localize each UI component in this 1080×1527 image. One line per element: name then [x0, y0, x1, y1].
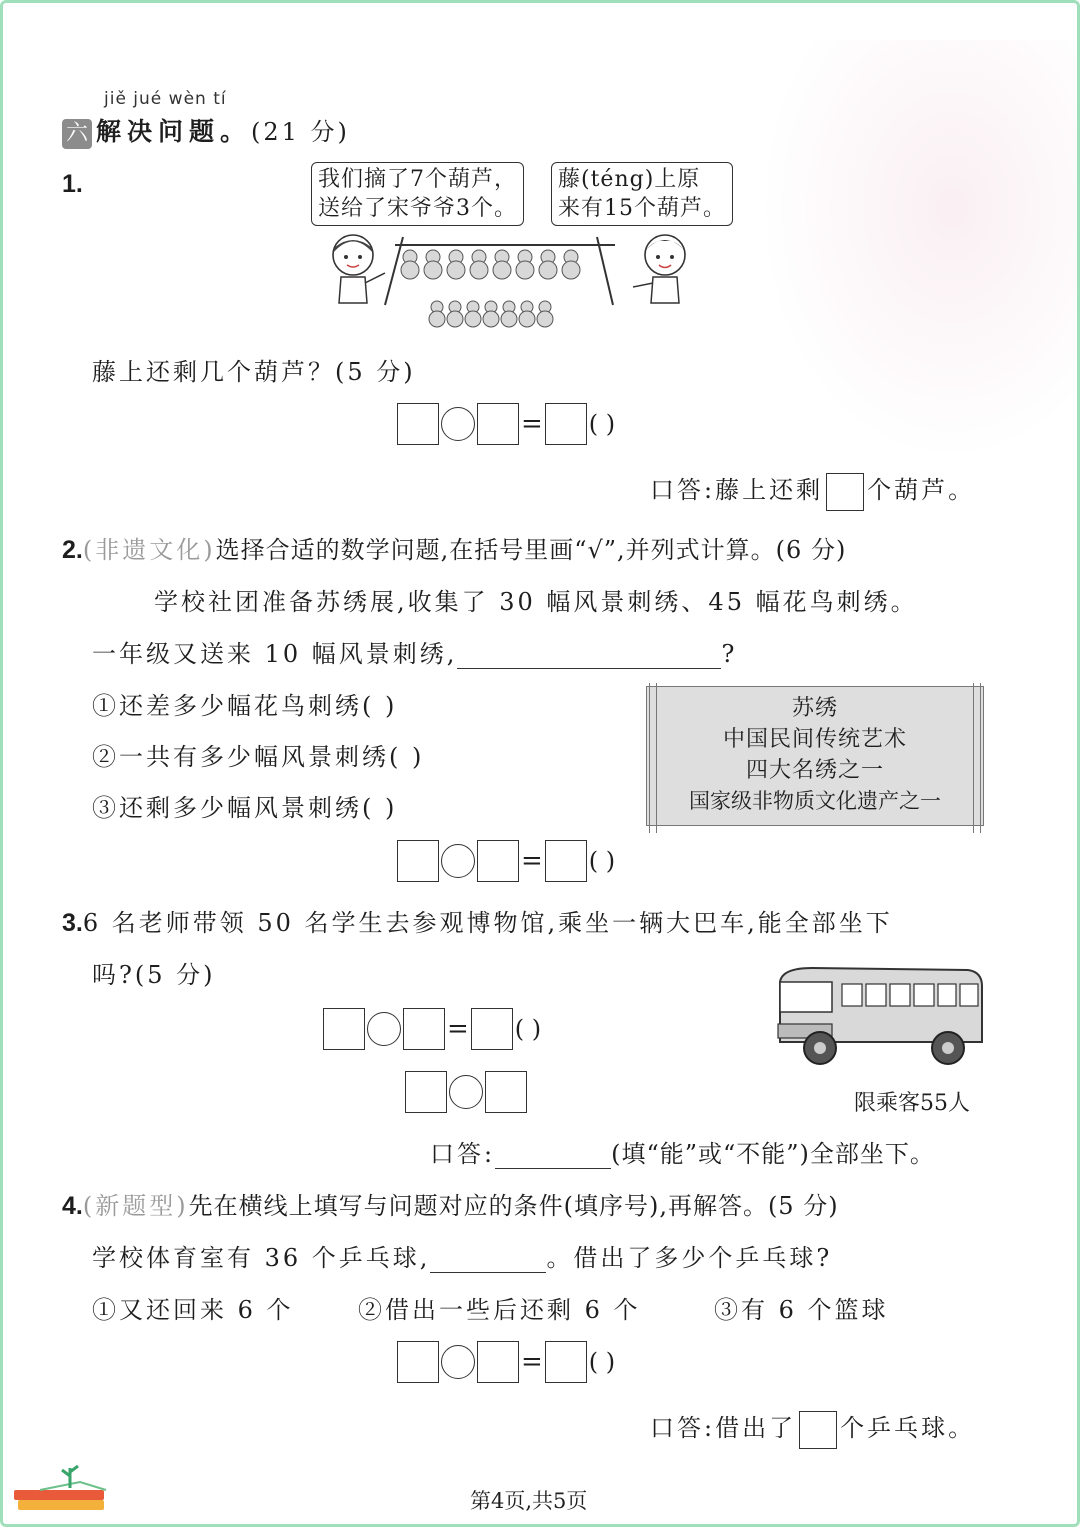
q3-line2: 吗?(5 分) — [92, 961, 216, 989]
q1-question: 藤上还剩几个葫芦？(5 分) — [92, 358, 416, 386]
q4-condition-blank[interactable] — [430, 1244, 546, 1273]
section-badge: 六 — [62, 119, 92, 149]
q1-answer-box[interactable] — [826, 473, 864, 511]
q2-eq-result[interactable] — [545, 840, 587, 882]
q1-bubble-boy-line2: 来有15个葫芦。 — [558, 196, 726, 221]
q1-bubble-girl-line2: 送给了宋爷爷3个。 — [318, 196, 517, 221]
equals-sign: = — [521, 409, 543, 439]
section-title: 解决问题。 — [96, 117, 252, 146]
q3-answer-suffix: (填“能”或“不能”)全部坐下。 — [611, 1140, 935, 1168]
bus-illustration — [772, 962, 988, 1074]
q3-answer-prefix: 口答: — [430, 1140, 496, 1168]
q2-eq-box-2[interactable] — [477, 840, 519, 882]
q1-eq-box-1[interactable] — [397, 403, 439, 445]
q4-answer-prefix: 口答:借出了 — [650, 1414, 797, 1442]
q4-line1-a: 学校体育室有 36 个乒乓球, — [92, 1244, 431, 1272]
q4-answer — [650, 1408, 975, 1449]
q1-bubble-boy — [551, 162, 733, 226]
q2-line2 — [92, 634, 737, 669]
books-plant-icon — [10, 1460, 110, 1516]
q4-header — [62, 1186, 839, 1221]
q3-comparison — [405, 1071, 527, 1113]
info-line-3: 四大名绣之一 — [745, 758, 884, 783]
q2-line1: 学校社团准备苏绣展,收集了 30 幅风景刺绣、45 幅花鸟刺绣。 — [154, 588, 918, 616]
suxiu-info-panel — [646, 686, 984, 826]
section-pinyin: jiě jué wèn tí — [104, 89, 227, 109]
info-line-1: 苏绣 — [791, 696, 838, 721]
q3-number: 3. — [62, 909, 83, 937]
background-blossom — [760, 40, 1080, 460]
q4-answer-suffix: 个乒乓球。 — [840, 1414, 976, 1442]
q1-eq-box-2[interactable] — [477, 403, 519, 445]
q4-line1-b: 。借出了多少个乒乓球? — [546, 1244, 833, 1272]
q2-unit-paren[interactable]: ( ) — [588, 847, 616, 875]
info-line-4: 国家级非物质文化遗产之一 — [689, 789, 941, 813]
q3-eq1-box-2[interactable] — [403, 1008, 445, 1050]
equals-sign: = — [447, 1014, 469, 1044]
q2-eq-operator[interactable] — [441, 844, 475, 878]
q1-bubble-girl — [311, 162, 524, 226]
q1-eq-operator[interactable] — [441, 407, 475, 441]
q2-option-3[interactable]: ③还剩多少幅风景刺绣( ) — [92, 794, 398, 822]
section-heading — [62, 112, 350, 149]
q3-unit-paren[interactable]: ( ) — [514, 1015, 542, 1043]
q4-option-1: ①又还回来 6 个 — [92, 1296, 294, 1324]
q4-answer-box[interactable] — [799, 1411, 837, 1449]
q3-answer-blank[interactable] — [495, 1140, 611, 1169]
q2-number: 2. — [62, 536, 83, 564]
q4-instruction: 先在横线上填写与问题对应的条件(填序号),再解答。(5 分) — [188, 1192, 839, 1220]
vine-rack — [385, 237, 615, 327]
section-score: (21 分) — [251, 118, 350, 146]
q4-equation — [397, 1341, 615, 1383]
q2-option-1[interactable]: ①还差多少幅花鸟刺绣( ) — [92, 692, 398, 720]
q3-eq1-operator[interactable] — [367, 1012, 401, 1046]
q4-eq-result[interactable] — [545, 1341, 587, 1383]
q2-instruction: 选择合适的数学问题,在括号里画“√”,并列式计算。(6 分) — [215, 536, 847, 564]
q3-eq1-box-1[interactable] — [323, 1008, 365, 1050]
q1-number: 1. — [62, 170, 83, 198]
q4-number: 4. — [62, 1192, 83, 1220]
q4-eq-operator[interactable] — [441, 1345, 475, 1379]
gourd-illustration — [325, 225, 695, 335]
q4-option-3: ③有 6 个篮球 — [714, 1296, 889, 1324]
equals-sign: = — [521, 1347, 543, 1377]
q4-eq-box-2[interactable] — [477, 1341, 519, 1383]
q3-equation-1 — [323, 1008, 541, 1050]
girl-figure — [333, 235, 385, 303]
q2-tag: (非遗文化) — [82, 536, 216, 564]
q1-answer — [650, 470, 975, 511]
q3-header — [62, 903, 893, 938]
q1-bubble-boy-line1: 藤(téng)上原 — [558, 167, 701, 192]
q1-unit-paren[interactable]: ( ) — [588, 410, 616, 438]
q2-question-blank[interactable] — [457, 640, 721, 669]
q1-equation — [397, 403, 615, 445]
q4-option-2: ②借出一些后还剩 6 个 — [358, 1296, 641, 1324]
q3-compare-box-1[interactable] — [405, 1071, 447, 1113]
equals-sign: = — [521, 846, 543, 876]
boy-figure — [633, 235, 685, 303]
page-number: 第4页,共5页 — [470, 1489, 588, 1513]
q2-line2-end: ? — [721, 640, 738, 668]
q1-bubble-girl-line1: 我们摘了7个葫芦， — [318, 167, 517, 192]
q3-compare-operator[interactable] — [449, 1075, 483, 1109]
scroll-rod-left — [649, 683, 657, 833]
q2-eq-box-1[interactable] — [397, 840, 439, 882]
info-line-2: 中国民间传统艺术 — [722, 727, 907, 752]
q3-eq1-result[interactable] — [471, 1008, 513, 1050]
q2-header — [62, 530, 846, 565]
q4-tag: (新题型) — [82, 1192, 189, 1220]
q1-answer-prefix: 口答:藤上还剩 — [650, 476, 824, 504]
q4-eq-box-1[interactable] — [397, 1341, 439, 1383]
q4-unit-paren[interactable]: ( ) — [588, 1348, 616, 1376]
bus-capacity-label: 限乘客55人 — [854, 1091, 970, 1116]
q4-line1 — [92, 1238, 832, 1273]
q1-eq-result[interactable] — [545, 403, 587, 445]
q2-option-2[interactable]: ②一共有多少幅风景刺绣( ) — [92, 743, 425, 771]
q3-line1: 6 名老师带领 50 名学生去参观博物馆,乘坐一辆大巴车,能全部坐下 — [82, 909, 893, 937]
scroll-rod-right — [973, 683, 981, 833]
q1-answer-suffix: 个葫芦。 — [867, 476, 976, 504]
q2-equation — [397, 840, 615, 882]
q3-compare-box-2[interactable] — [485, 1071, 527, 1113]
q3-answer — [430, 1134, 935, 1169]
q2-line2-text: 一年级又送来 10 幅风景刺绣, — [92, 640, 458, 668]
